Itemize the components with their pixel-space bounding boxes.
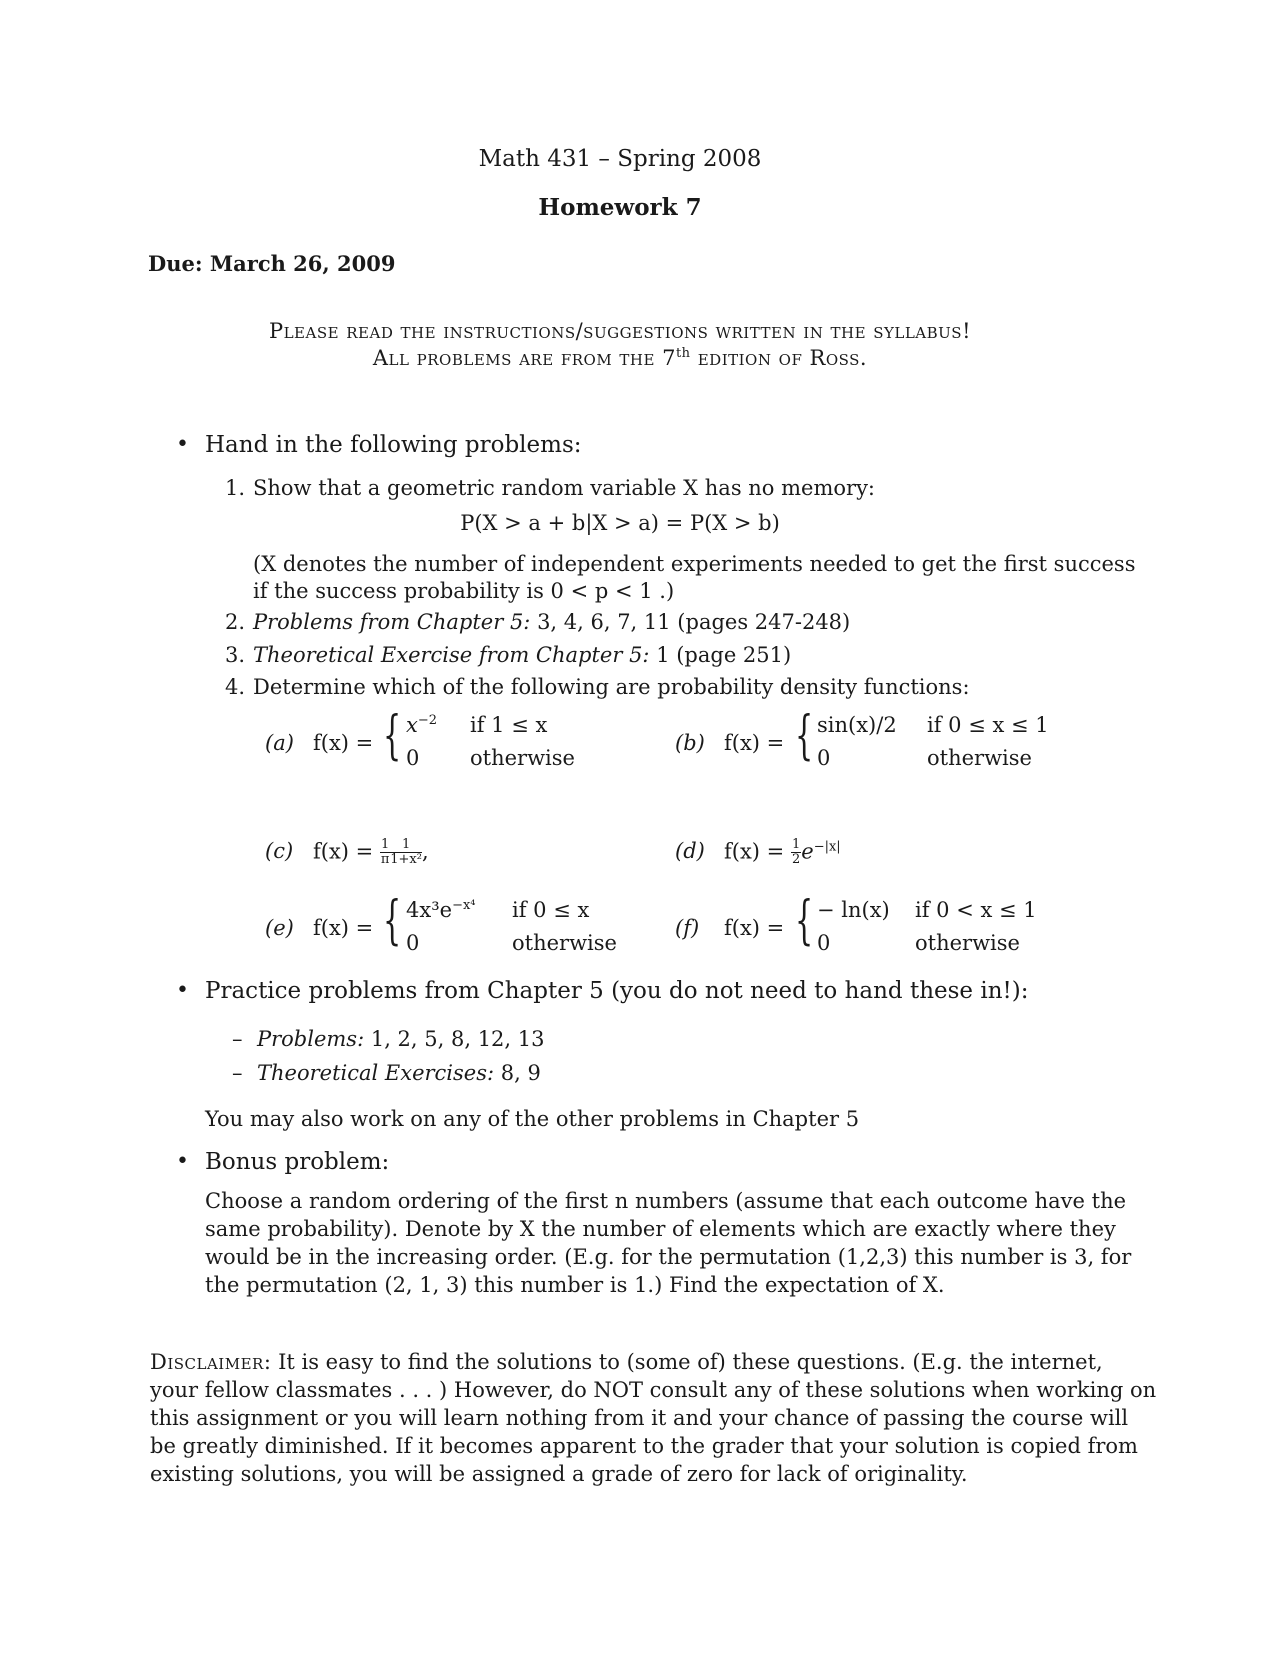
problem-1-note-line-1: (X denotes the number of independent experiments needed to get the first success xyxy=(253,552,1136,576)
practice-item-dash: – xyxy=(232,1061,243,1085)
pdf-b-cond-1: if 0 ≤ x ≤ 1 xyxy=(927,713,1049,737)
problem-2-number: 2. xyxy=(225,610,246,634)
pdf-b-case-1: sin(x)/2 xyxy=(817,713,897,737)
pdf-e-cond-1: if 0 ≤ x xyxy=(512,898,590,922)
instructions-line-2: All problems are from the 7th edition of Ross. xyxy=(372,346,868,370)
pdf-a-brace: { xyxy=(383,706,402,766)
pdf-c-label: (c) xyxy=(265,839,294,863)
pdf-e-label: (e) xyxy=(265,916,294,940)
problem-1-number: 1. xyxy=(225,476,246,500)
pdf-c-formula: f(x) = $\frac{1}{\pi}$ $\frac{1}{\text{1+x²}}$ , xyxy=(313,837,429,868)
bullet-icon: • xyxy=(176,1149,189,1174)
disclaimer-line-1: Disclaimer: It is easy to find the solutions to (some of) these questions. (E.g. the internet, xyxy=(150,1350,1103,1374)
pdf-e-case-2: 0 xyxy=(406,931,420,955)
bonus-line-4: the permutation (2, 1, 3) this number is 1.) Find the expectation of X. xyxy=(205,1273,945,1297)
problem-1-text: Show that a geometric random variable X has no memory: xyxy=(253,476,876,500)
pdf-a-lhs: f(x) = xyxy=(313,731,374,755)
bullet-icon: • xyxy=(176,978,189,1003)
pdf-f-case-2: 0 xyxy=(817,931,831,955)
disclaimer-line-4: be greatly diminished. If it becomes apparent to the grader that your solution is copied from xyxy=(150,1434,1138,1458)
pdf-a-case-2: 0 xyxy=(406,746,420,770)
disclaimer-line-5: existing solutions, you will be assigned a grade of zero for lack of originality. xyxy=(150,1462,968,1486)
pdf-f-case-1: − ln(x) xyxy=(817,898,890,922)
pdf-a-cond-2: otherwise xyxy=(470,746,575,770)
homework-title: Homework 7 xyxy=(538,194,702,221)
pdf-d-label: (d) xyxy=(675,839,705,863)
hand-in-heading: Hand in the following problems: xyxy=(205,432,582,458)
pdf-b-label: (b) xyxy=(675,731,705,755)
pdf-b-case-2: 0 xyxy=(817,746,831,770)
pdf-a-cond-1: if 1 ≤ x xyxy=(470,713,548,737)
pdf-c-fraction-2: $\frac{1}{\text{1+x²}}$ xyxy=(390,837,422,868)
due-date: Due: March 26, 2009 xyxy=(148,251,396,276)
problem-2-text: Problems from Chapter 5: 3, 4, 6, 7, 11 (pages 247-248) xyxy=(253,610,851,634)
instructions-line-1: Please read the instructions/suggestions written in the syllabus! xyxy=(268,319,972,343)
bullet-icon: • xyxy=(176,432,189,457)
problem-1-note-line-2: if the success probability is 0 < p < 1 .) xyxy=(253,579,675,603)
pdf-b-brace: { xyxy=(795,706,814,766)
disclaimer-label: Disclaimer: xyxy=(150,1350,272,1374)
pdf-d-formula: f(x) = $\frac{1}{2}$ $e^{-|x|}$ xyxy=(724,837,841,868)
pdf-e-lhs: f(x) = xyxy=(313,916,374,940)
pdf-f-cond-1: if 0 < x ≤ 1 xyxy=(915,898,1037,922)
pdf-b-cond-2: otherwise xyxy=(927,746,1032,770)
pdf-b-lhs: f(x) = xyxy=(724,731,785,755)
memoryless-equation: P(X > a + b|X > a) = P(X > b) xyxy=(460,511,780,535)
problem-3-text: Theoretical Exercise from Chapter 5: 1 (page 251) xyxy=(253,643,792,667)
practice-item-dash: – xyxy=(232,1027,243,1051)
practice-item-problems: Problems: 1, 2, 5, 8, 12, 13 xyxy=(257,1027,545,1051)
practice-note: You may also work on any of the other problems in Chapter 5 xyxy=(205,1107,860,1131)
pdf-f-lhs: f(x) = xyxy=(724,916,785,940)
practice-heading: Practice problems from Chapter 5 (you do not need to hand these in!): xyxy=(205,978,1029,1004)
problem-4-number: 4. xyxy=(225,675,246,699)
bonus-heading: Bonus problem: xyxy=(205,1149,390,1175)
pdf-a-case-1: $x^{-2}$ xyxy=(406,713,438,737)
pdf-f-cond-2: otherwise xyxy=(915,931,1020,955)
bonus-line-1: Choose a random ordering of the first n numbers (assume that each outcome have the xyxy=(205,1189,1127,1213)
problem-3-number: 3. xyxy=(225,643,246,667)
pdf-e-case-1: $4x^3e^{-x^4}$ xyxy=(406,898,476,922)
problem-4-text: Determine which of the following are probability density functions: xyxy=(253,675,970,699)
pdf-e-cond-2: otherwise xyxy=(512,931,617,955)
pdf-c-fraction-1: $\frac{1}{\pi}$ xyxy=(380,837,390,868)
pdf-f-brace: { xyxy=(795,891,814,951)
pdf-f-label: (f) xyxy=(675,916,700,940)
disclaimer-line-3: this assignment or you will learn nothing from it and your chance of passing the course will xyxy=(150,1406,1129,1430)
pdf-e-brace: { xyxy=(383,891,402,951)
practice-item-theoretical: Theoretical Exercises: 8, 9 xyxy=(257,1061,541,1085)
bonus-line-2: same probability). Denote by X the number of elements which are exactly where they xyxy=(205,1217,1116,1241)
course-title: Math 431 – Spring 2008 xyxy=(478,146,762,172)
pdf-a-label: (a) xyxy=(265,731,294,755)
disclaimer-line-2: your fellow classmates . . . ) However, do NOT consult any of these solutions when working on xyxy=(150,1378,1157,1402)
bonus-line-3: would be in the increasing order. (E.g. for the permutation (1,2,3) this number is 3, for xyxy=(205,1245,1132,1269)
pdf-d-fraction: $\frac{1}{2}$ xyxy=(791,837,801,868)
